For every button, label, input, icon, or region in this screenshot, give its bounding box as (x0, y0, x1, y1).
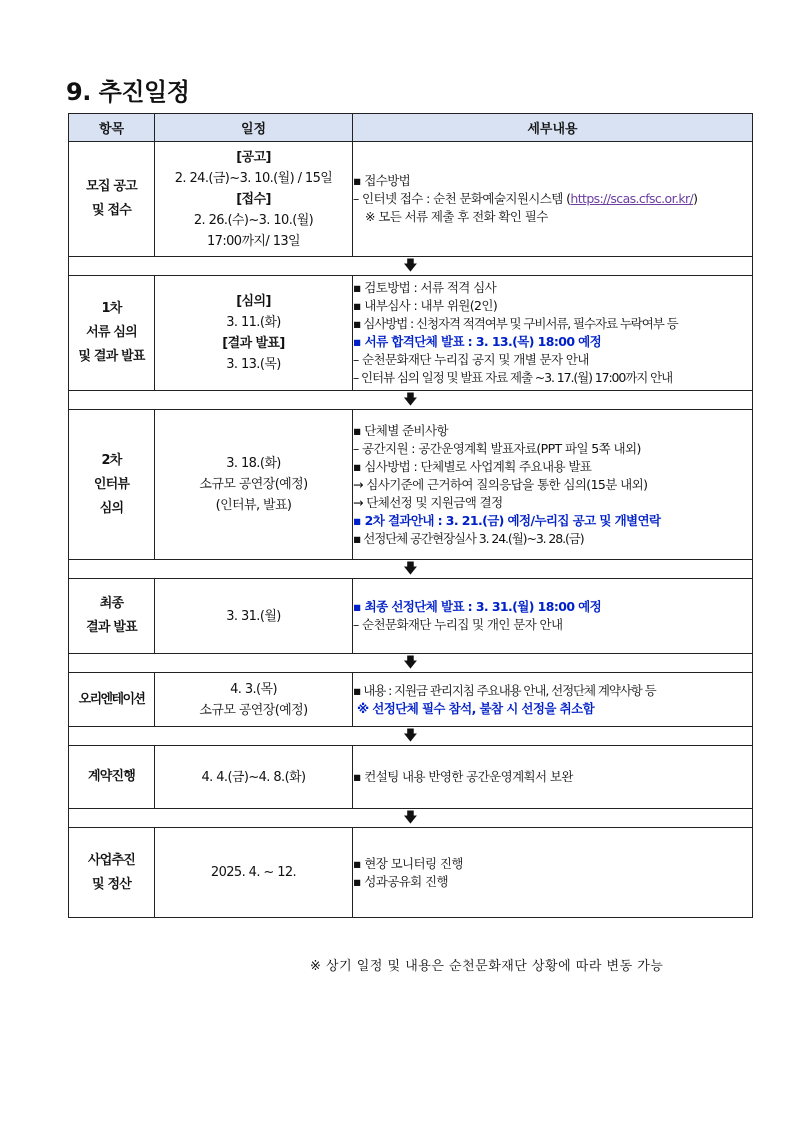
table-header-row (69, 114, 753, 142)
section-title: 9. 추진일정 (66, 78, 190, 106)
row-date: 2025. 4. ~ 12. (155, 828, 353, 918)
row-item: 최종 결과 발표 (69, 579, 155, 654)
row-details: ▪ 검토방법 : 서류 적격 심사 ▪ 내부심사 : 내부 위원(2인) ▪ 심사방법 : 신청자격 적격여부 및 구비서류, 필수자료 누락여부 등 ▪ 서류 합격단체 발표 : 3. 13.(목) 18:00 예정 – 순천문화재단 누리집 공지 및 개별 문자 안내 – 인터뷰 심의 일정 및 발표 자료 제출 ~3. 17.(월) 17:00까지 안내 (353, 276, 753, 391)
row-date: 3. 31.(월) (155, 579, 353, 654)
row-item: 1차 서류 심의 및 결과 발표 (69, 276, 155, 391)
down-arrow-icon: 🡇 (69, 560, 753, 579)
row-item: 모집 공고 및 접수 (69, 142, 155, 257)
row-details: ▪ 현장 모니터링 진행 ▪ 성과공유회 진행 (353, 828, 753, 918)
cfsc-url-link[interactable]: https://scas.cfsc.or.kr/ (570, 191, 694, 206)
arrow-row (69, 391, 753, 410)
down-arrow-icon: 🡇 (69, 257, 753, 276)
row-date: 4. 4.(금)~4. 8.(화) (155, 746, 353, 809)
table-row (69, 673, 753, 727)
down-arrow-icon: 🡇 (69, 809, 753, 828)
arrow-row (69, 727, 753, 746)
row-item: 계약진행 (69, 746, 155, 809)
row-item: 2차 인터뷰 심의 (69, 410, 155, 560)
row-item: 오리엔테이션 (69, 673, 155, 727)
header-schedule: 일정 (155, 114, 353, 142)
down-arrow-icon: 🡇 (69, 391, 753, 410)
table-row (69, 746, 753, 809)
arrow-row (69, 257, 753, 276)
row-details: ▪ 최종 선정단체 발표 : 3. 31.(월) 18:00 예정 – 순천문화재단 누리집 및 개인 문자 안내 (353, 579, 753, 654)
arrow-row (69, 560, 753, 579)
header-item: 항목 (69, 114, 155, 142)
arrow-row (69, 809, 753, 828)
row-date: 4. 3.(목) 소규모 공연장(예정) (155, 673, 353, 727)
table-row (69, 828, 753, 918)
table-row (69, 579, 753, 654)
table-row (69, 276, 753, 391)
footnote: ※ 상기 일정 및 내용은 순천문화재단 상황에 따라 변동 가능 (310, 959, 664, 974)
table-row (69, 142, 753, 257)
row-date: [공고] 2. 24.(금)~3. 10.(월) / 15일 [접수] 2. 26.(수)~3. 10.(월) 17:00까지/ 13일 (155, 142, 353, 257)
row-details: ▪ 내용 : 지원금 관리지침 주요내용 안내, 선정단체 계약사항 등 ※ 선정단체 필수 참석, 불참 시 선정을 취소함 (353, 673, 753, 727)
row-details: ▪ 컨설팅 내용 반영한 공간운영계획서 보완 (353, 746, 753, 809)
down-arrow-icon: 🡇 (69, 654, 753, 673)
header-details: 세부내용 (353, 114, 753, 142)
schedule-table (68, 113, 753, 918)
row-details: ▪ 접수방법 – 인터넷 접수 : 순천 문화예술지원시스템 (https://scas.cfsc.or.kr/) ※ 모든 서류 제출 후 전화 확인 필수 (353, 142, 753, 257)
table-row (69, 410, 753, 560)
row-details: ▪ 단체별 준비사항 – 공간지원 : 공간운영계획 발표자료(PPT 파일 5쪽 내외) ▪ 심사방법 : 단체별로 사업계획 주요내용 발표 → 심사기준에 근거하여 질의응답을 통한 심의(15분 내외) → 단체선정 및 지원금액 결정 ▪ 2차 결과안내 : 3. 21.(금) 예정/누리집 공고 및 개별연락 ▪ 선정단체 공간현장실사 3. 24.(월)~3. 28.(금) (353, 410, 753, 560)
row-date: [심의] 3. 11.(화) [결과 발표] 3. 13.(목) (155, 276, 353, 391)
row-date: 3. 18.(화) 소규모 공연장(예정) (인터뷰, 발표) (155, 410, 353, 560)
arrow-row (69, 654, 753, 673)
down-arrow-icon: 🡇 (69, 727, 753, 746)
row-item: 사업추진 및 정산 (69, 828, 155, 918)
